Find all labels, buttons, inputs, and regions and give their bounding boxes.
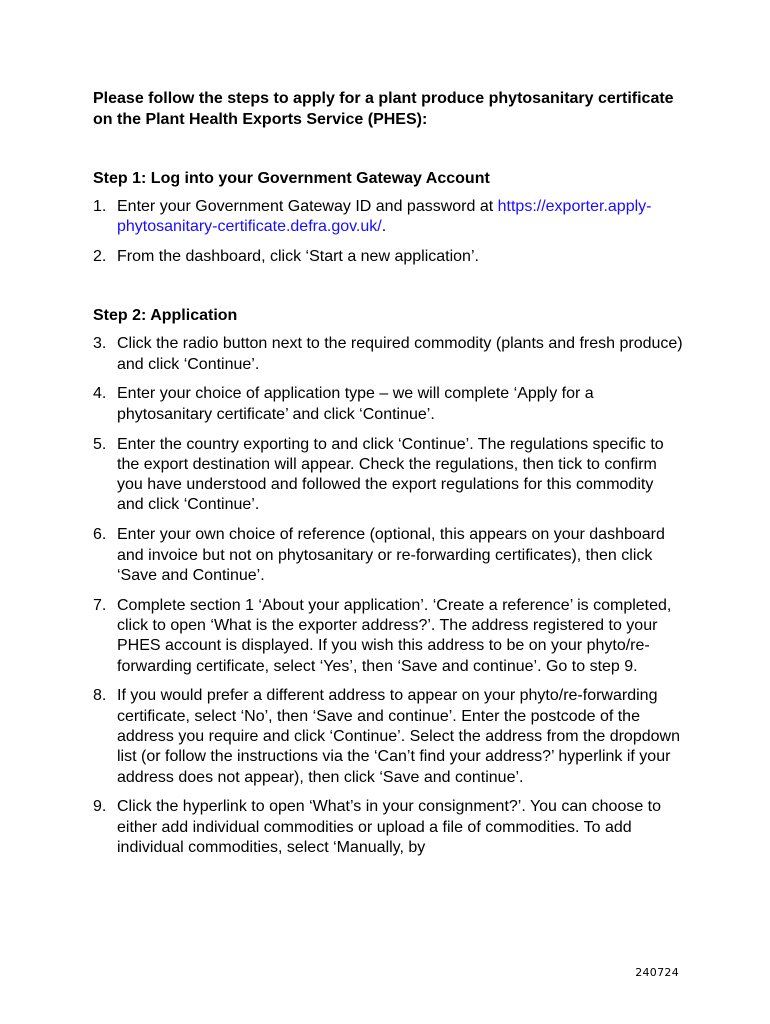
item-number: 8.: [93, 687, 107, 705]
item-number: 4.: [93, 385, 107, 403]
item-number: 5.: [93, 435, 107, 453]
item-number: 7.: [93, 596, 107, 614]
document-page: [93, 88, 683, 868]
item-text: Complete section 1 ‘About your application’. ‘Create a reference’ is completed, click to open ‘What is the exporter address?’. The address registered to your PHES account is displayed. If you wish this address to be on your phyto/re-forwarding certificate, select ‘Yes’, then ‘Save and continue’. Go to step 9.: [117, 596, 672, 675]
step1-heading: Step 1: Log into your Government Gateway Account: [93, 170, 490, 187]
item-number: 2.: [93, 248, 107, 266]
step2-list: [93, 334, 683, 858]
list-item: [93, 384, 683, 425]
item-text: Enter your choice of application type – we will complete ‘Apply for a phytosanitary certificate’ and click ‘Continue’.: [117, 385, 594, 423]
footer-code: 240724: [635, 966, 679, 979]
item-number: 1.: [93, 198, 107, 215]
step2-heading: Step 2: Application: [93, 307, 238, 325]
item-text: Click the radio button next to the required commodity (plants and fresh produce) and click ‘Continue’.: [117, 335, 683, 373]
step1-list: [93, 197, 683, 267]
item-text: If you would prefer a different address to appear on your phyto/re-forwarding certificate, select ‘No’, then ‘Save and continue’. Enter the postcode of the address you require and click ‘Continue’. Select the address from the dropdown list (or follow the instructions via the ‘Can’t find your address?’ hyperlink if your address does not appear), then click ‘Save and continue’.: [117, 687, 680, 786]
item-number: 3.: [93, 335, 107, 353]
list-item: [93, 525, 683, 586]
list-item: [93, 247, 683, 267]
list-item: [93, 435, 683, 516]
item-text: From the dashboard, click ‘Start a new application’.: [117, 248, 479, 266]
item-text: Click the hyperlink to open ‘What’s in your consignment?’. You can choose to either add individual commodities or upload a file of commodities. To add individual commodities, select ‘Manually, by: [117, 798, 662, 856]
item-number: 6.: [93, 526, 107, 544]
list-item: [93, 596, 683, 677]
phes-link[interactable]: https://exporter.apply-phytosanitary-certificate.defra.gov.uk/: [117, 198, 652, 236]
item-text-end: .: [381, 218, 387, 236]
item-text: Enter the country exporting to and click ‘Continue’. The regulations specific to the export destination will appear. Check the regulations, then tick to confirm you have understood and followed the export regulations for this commodity and click ‘Continue’.: [117, 435, 664, 514]
item-number: 9.: [93, 798, 107, 816]
item-text: Enter your own choice of reference (optional, this appears on your dashboard and invoice but not on phytosanitary or re-forwarding certificates), then click ‘Save and Continue’.: [117, 526, 665, 584]
list-item: [93, 686, 683, 787]
list-item: [93, 334, 683, 375]
list-item: [93, 197, 683, 238]
item-text: Enter your Government Gateway ID and password at: [117, 198, 498, 215]
intro-text: Please follow the steps to apply for a plant produce phytosanitary certificate on the Plant Health Exports Service (PHES):: [93, 90, 674, 128]
list-item: [93, 797, 683, 858]
